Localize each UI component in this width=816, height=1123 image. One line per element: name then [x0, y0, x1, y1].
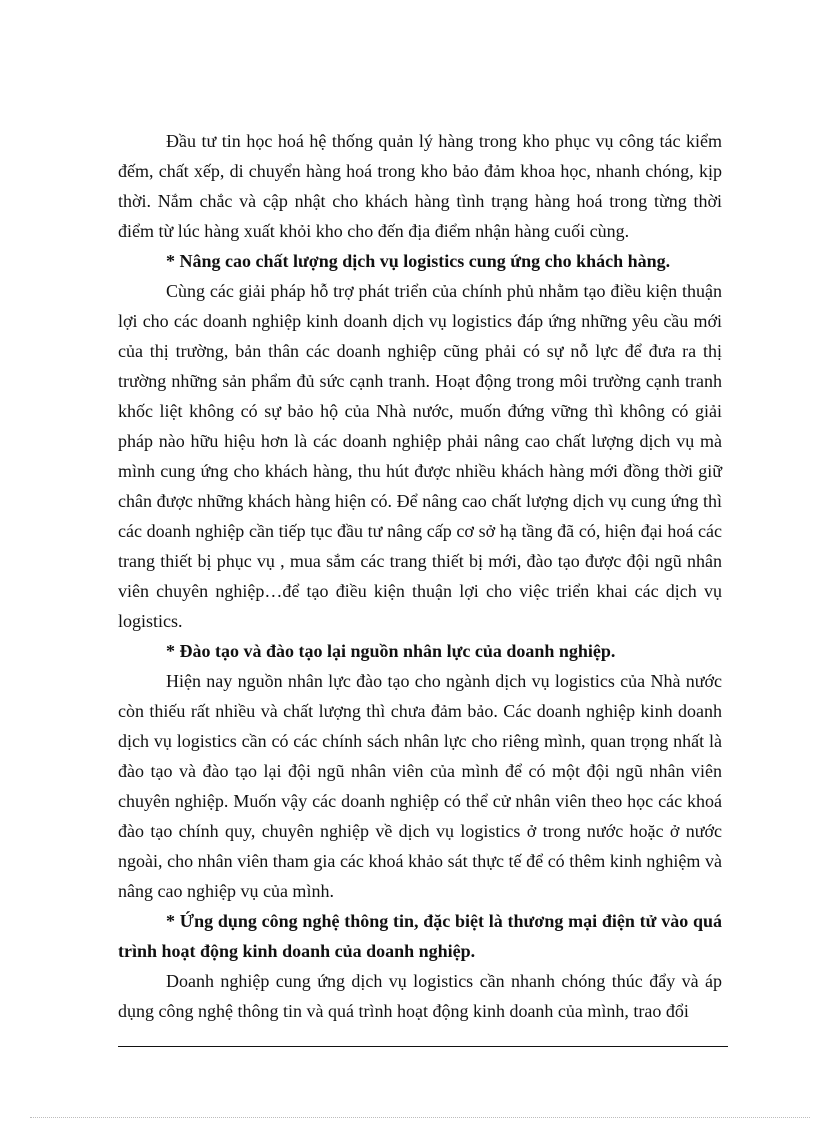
document-page: [118, 126, 722, 1026]
footer-divider: [118, 1046, 728, 1047]
heading-it-ecommerce: * Ứng dụng công nghệ thông tin, đặc biệt là thương mại điện tử vào quá trình hoạt động kinh doanh của doanh nghiệp.: [118, 911, 722, 961]
paragraph-training: Hiện nay nguồn nhân lực đào tạo cho ngành dịch vụ logistics của Nhà nước còn thiếu rất nhiều và chất lượng thì chưa đảm bảo. Các doanh nghiệp kinh doanh dịch vụ logistics cần có các chính sách nhân lực cho riêng mình, quan trọng nhất là đào tạo và đào tạo lại đội ngũ nhân viên của mình để có một đội ngũ nhân viên chuyên nghiệp. Muốn vậy các doanh nghiệp có thể cử nhân viên theo học các khoá đào tạo chính quy, chuyên nghiệp về dịch vụ logistics ở trong nước hoặc ở nước ngoài, cho nhân viên tham gia các khoá khảo sát thực tế để có thêm kinh nghiệm và nâng cao nghiệp vụ của mình.: [118, 671, 722, 901]
paragraph-warehouse-it: Đầu tư tin học hoá hệ thống quản lý hàng trong kho phục vụ công tác kiểm đếm, chất xếp, di chuyển hàng hoá trong kho bảo đảm khoa học, nhanh chóng, kịp thời. Nắm chắc và cập nhật cho khách hàng tình trạng hàng hoá trong từng thời điểm từ lúc hàng xuất khỏi kho cho đến địa điểm nhận hàng cuối cùng.: [118, 131, 722, 241]
heading-service-quality: * Nâng cao chất lượng dịch vụ logistics cung ứng cho khách hàng.: [166, 251, 671, 271]
paragraph-service-quality: Cùng các giải pháp hỗ trợ phát triển của chính phủ nhằm tạo điều kiện thuận lợi cho các doanh nghiệp kinh doanh dịch vụ logistics đáp ứng những yêu cầu mới của thị trường, bản thân các doanh nghiệp cũng phải có sự nỗ lực để đưa ra thị trường những sản phẩm đủ sức cạnh tranh. Hoạt động trong môi trường cạnh tranh khốc liệt không có sự bảo hộ của Nhà nước, muốn đứng vững thì không có giải pháp nào hữu hiệu hơn là các doanh nghiệp phải nâng cao chất lượng dịch vụ mà mình cung ứng cho khách hàng, thu hút được nhiều khách hàng mới đồng thời giữ chân được những khách hàng hiện có. Để nâng cao chất lượng dịch vụ cung ứng thì các doanh nghiệp cần tiếp tục đầu tư nâng cấp cơ sở hạ tầng đã có, hiện đại hoá các trang thiết bị phục vụ , mua sắm các trang thiết bị mới, đào tạo được đội ngũ nhân viên chuyên nghiệp…để tạo điều kiện thuận lợi cho việc triển khai các dịch vụ logistics.: [118, 281, 722, 631]
paragraph-it-ecommerce: Doanh nghiệp cung ứng dịch vụ logistics cần nhanh chóng thúc đẩy và áp dụng công nghệ thông tin và quá trình hoạt động kinh doanh của mình, trao đổi: [118, 971, 722, 1021]
heading-training: * Đào tạo và đào tạo lại nguồn nhân lực của doanh nghiệp.: [166, 641, 616, 661]
page-bottom-edge: [30, 1117, 810, 1118]
